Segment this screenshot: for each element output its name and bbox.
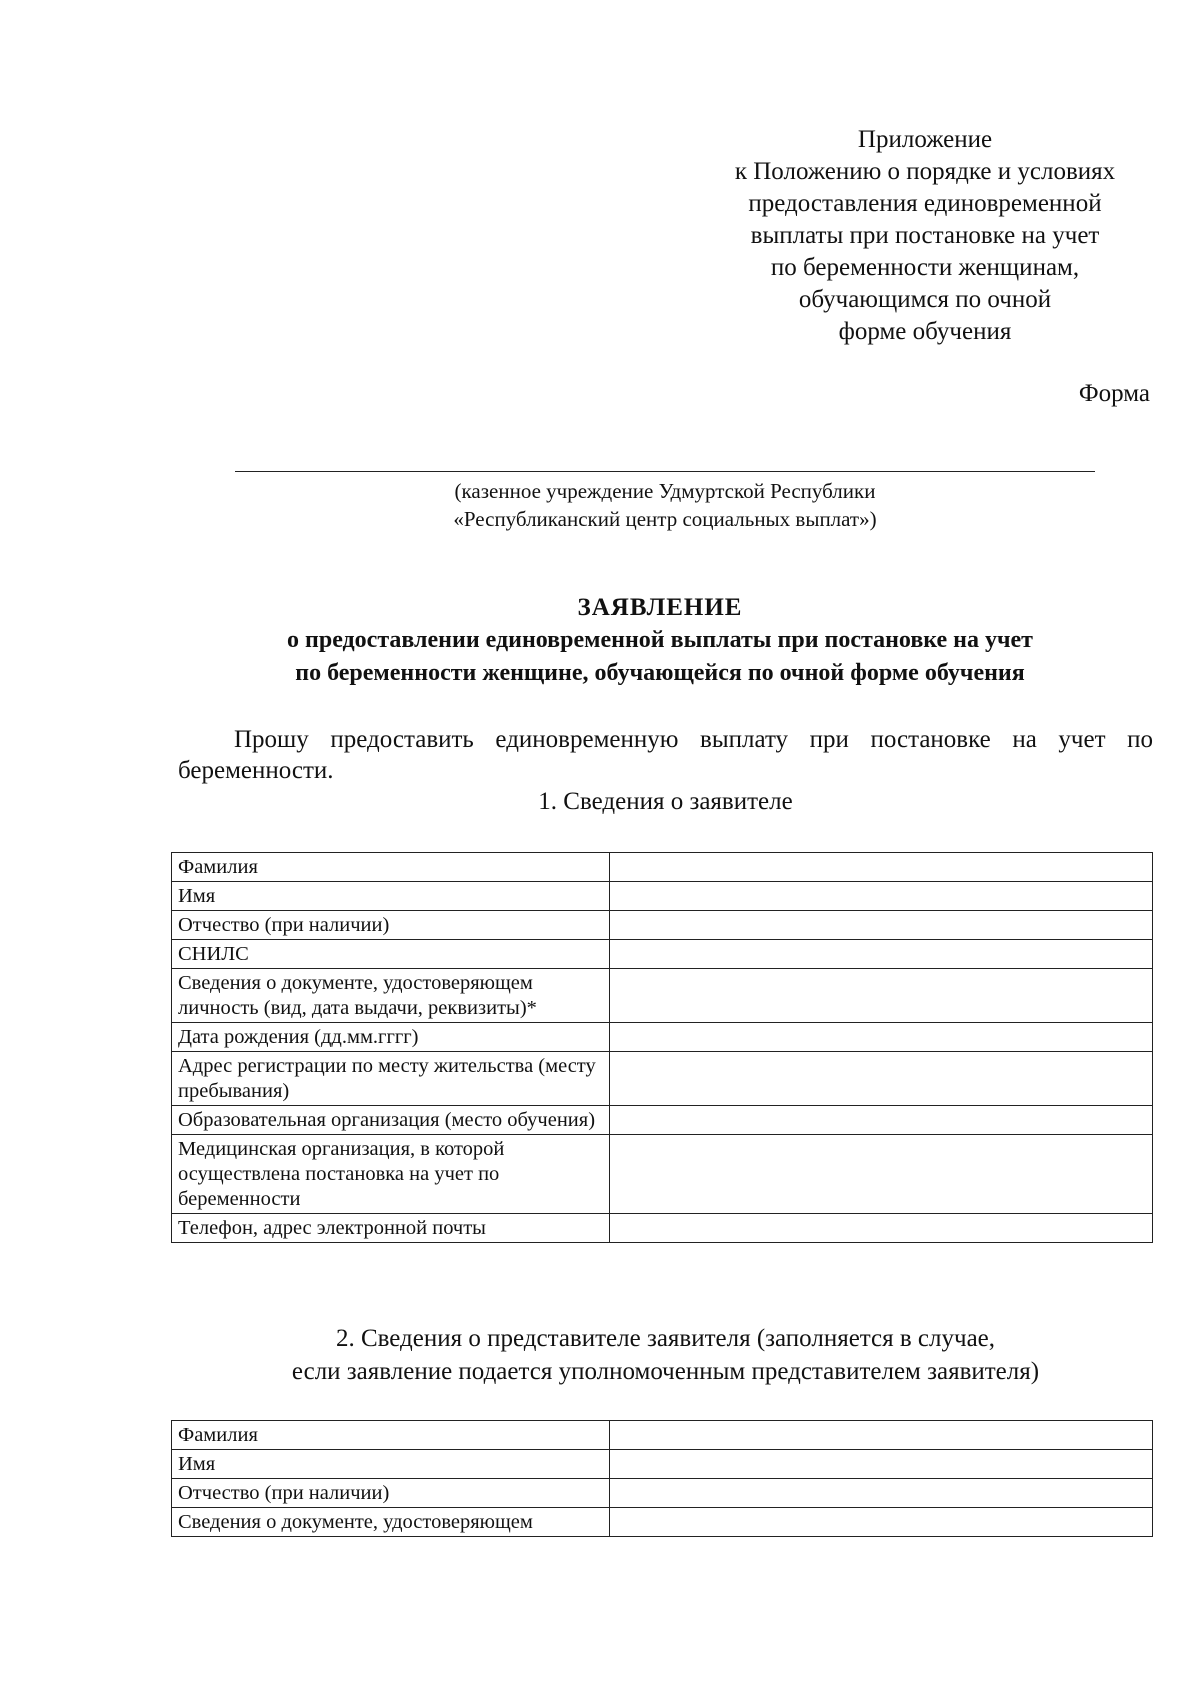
appendix-line: предоставления единовременной <box>748 190 1102 217</box>
form-label: Форма <box>1078 380 1150 407</box>
applicant-info-table <box>171 852 1153 1243</box>
table-row <box>172 1479 1153 1508</box>
row-value-field[interactable] <box>609 1052 1152 1106</box>
table-row <box>172 1023 1153 1052</box>
appendix-line: форме обучения <box>838 318 1012 345</box>
row-value-field[interactable] <box>609 853 1152 882</box>
table-row <box>172 1135 1153 1214</box>
row-label: Образовательная организация (место обучения) <box>172 1106 610 1135</box>
row-value-field[interactable] <box>609 1450 1152 1479</box>
section2-heading-line: если заявление подается уполномоченным представителем заявителя) <box>291 1358 1040 1385</box>
row-value-field[interactable] <box>609 1421 1152 1450</box>
document-title <box>150 592 1170 690</box>
row-value-field[interactable] <box>609 1214 1152 1243</box>
row-value-field[interactable] <box>609 1479 1152 1508</box>
table-row <box>172 911 1153 940</box>
table-row <box>172 882 1153 911</box>
row-label: Адрес регистрации по месту жительства (месту пребывания) <box>172 1052 610 1106</box>
row-value-field[interactable] <box>609 940 1152 969</box>
appendix-block <box>660 124 1190 348</box>
organization-caption <box>235 477 1095 533</box>
row-label: Фамилия <box>172 853 610 882</box>
appendix-line: к Положению о порядке и условиях <box>734 158 1116 185</box>
row-label: Отчество (при наличии) <box>172 911 610 940</box>
row-label: Имя <box>172 1450 610 1479</box>
row-label: Имя <box>172 882 610 911</box>
organization-caption-line: (казенное учреждение Удмуртской Республики <box>454 479 876 503</box>
row-label: Медицинская организация, в которой осуществлена постановка на учет по беременности <box>172 1135 610 1214</box>
representative-info-table <box>171 1420 1153 1537</box>
title-sub-line: по беременности женщине, обучающейся по очной форме обучения <box>295 660 1025 686</box>
section2-heading <box>178 1322 1153 1388</box>
row-label: Фамилия <box>172 1421 610 1450</box>
table-row <box>172 1106 1153 1135</box>
row-value-field[interactable] <box>609 1508 1152 1537</box>
table-row <box>172 1214 1153 1243</box>
section2-heading-line: 2. Сведения о представителе заявителя (заполняется в случае, <box>335 1325 996 1352</box>
row-value-field[interactable] <box>609 969 1152 1023</box>
appendix-line: по беременности женщинам, <box>770 254 1080 281</box>
intro-paragraph: Прошу предоставить единовременную выплату при постановке на учет по беременности. <box>178 726 1153 784</box>
row-value-field[interactable] <box>609 1023 1152 1052</box>
appendix-line: выплаты при постановке на учет <box>750 222 1100 249</box>
organization-caption-line: «Республиканский центр социальных выплат») <box>453 507 877 531</box>
row-label: Телефон, адрес электронной почты <box>172 1214 610 1243</box>
row-value-field[interactable] <box>609 911 1152 940</box>
organization-underline <box>235 471 1095 472</box>
row-label: Дата рождения (дд.мм.гггг) <box>172 1023 610 1052</box>
table-row <box>172 853 1153 882</box>
table-row <box>172 1508 1153 1537</box>
row-value-field[interactable] <box>609 1135 1152 1214</box>
section1-heading: 1. Сведения о заявителе <box>538 788 793 815</box>
appendix-line: Приложение <box>857 126 993 153</box>
table-row <box>172 1450 1153 1479</box>
table-row <box>172 1052 1153 1106</box>
row-label: Отчество (при наличии) <box>172 1479 610 1508</box>
table-row <box>172 1421 1153 1450</box>
row-value-field[interactable] <box>609 1106 1152 1135</box>
table-row <box>172 940 1153 969</box>
appendix-line: обучающимся по очной <box>798 286 1052 313</box>
table-row <box>172 969 1153 1023</box>
title-sub-line: о предоставлении единовременной выплаты при постановке на учет <box>287 627 1033 653</box>
row-value-field[interactable] <box>609 882 1152 911</box>
row-label: СНИЛС <box>172 940 610 969</box>
row-label: Сведения о документе, удостоверяющем <box>172 1508 610 1537</box>
title-main: ЗАЯВЛЕНИЕ <box>577 594 743 621</box>
row-label: Сведения о документе, удостоверяющем личность (вид, дата выдачи, реквизиты)* <box>172 969 610 1023</box>
